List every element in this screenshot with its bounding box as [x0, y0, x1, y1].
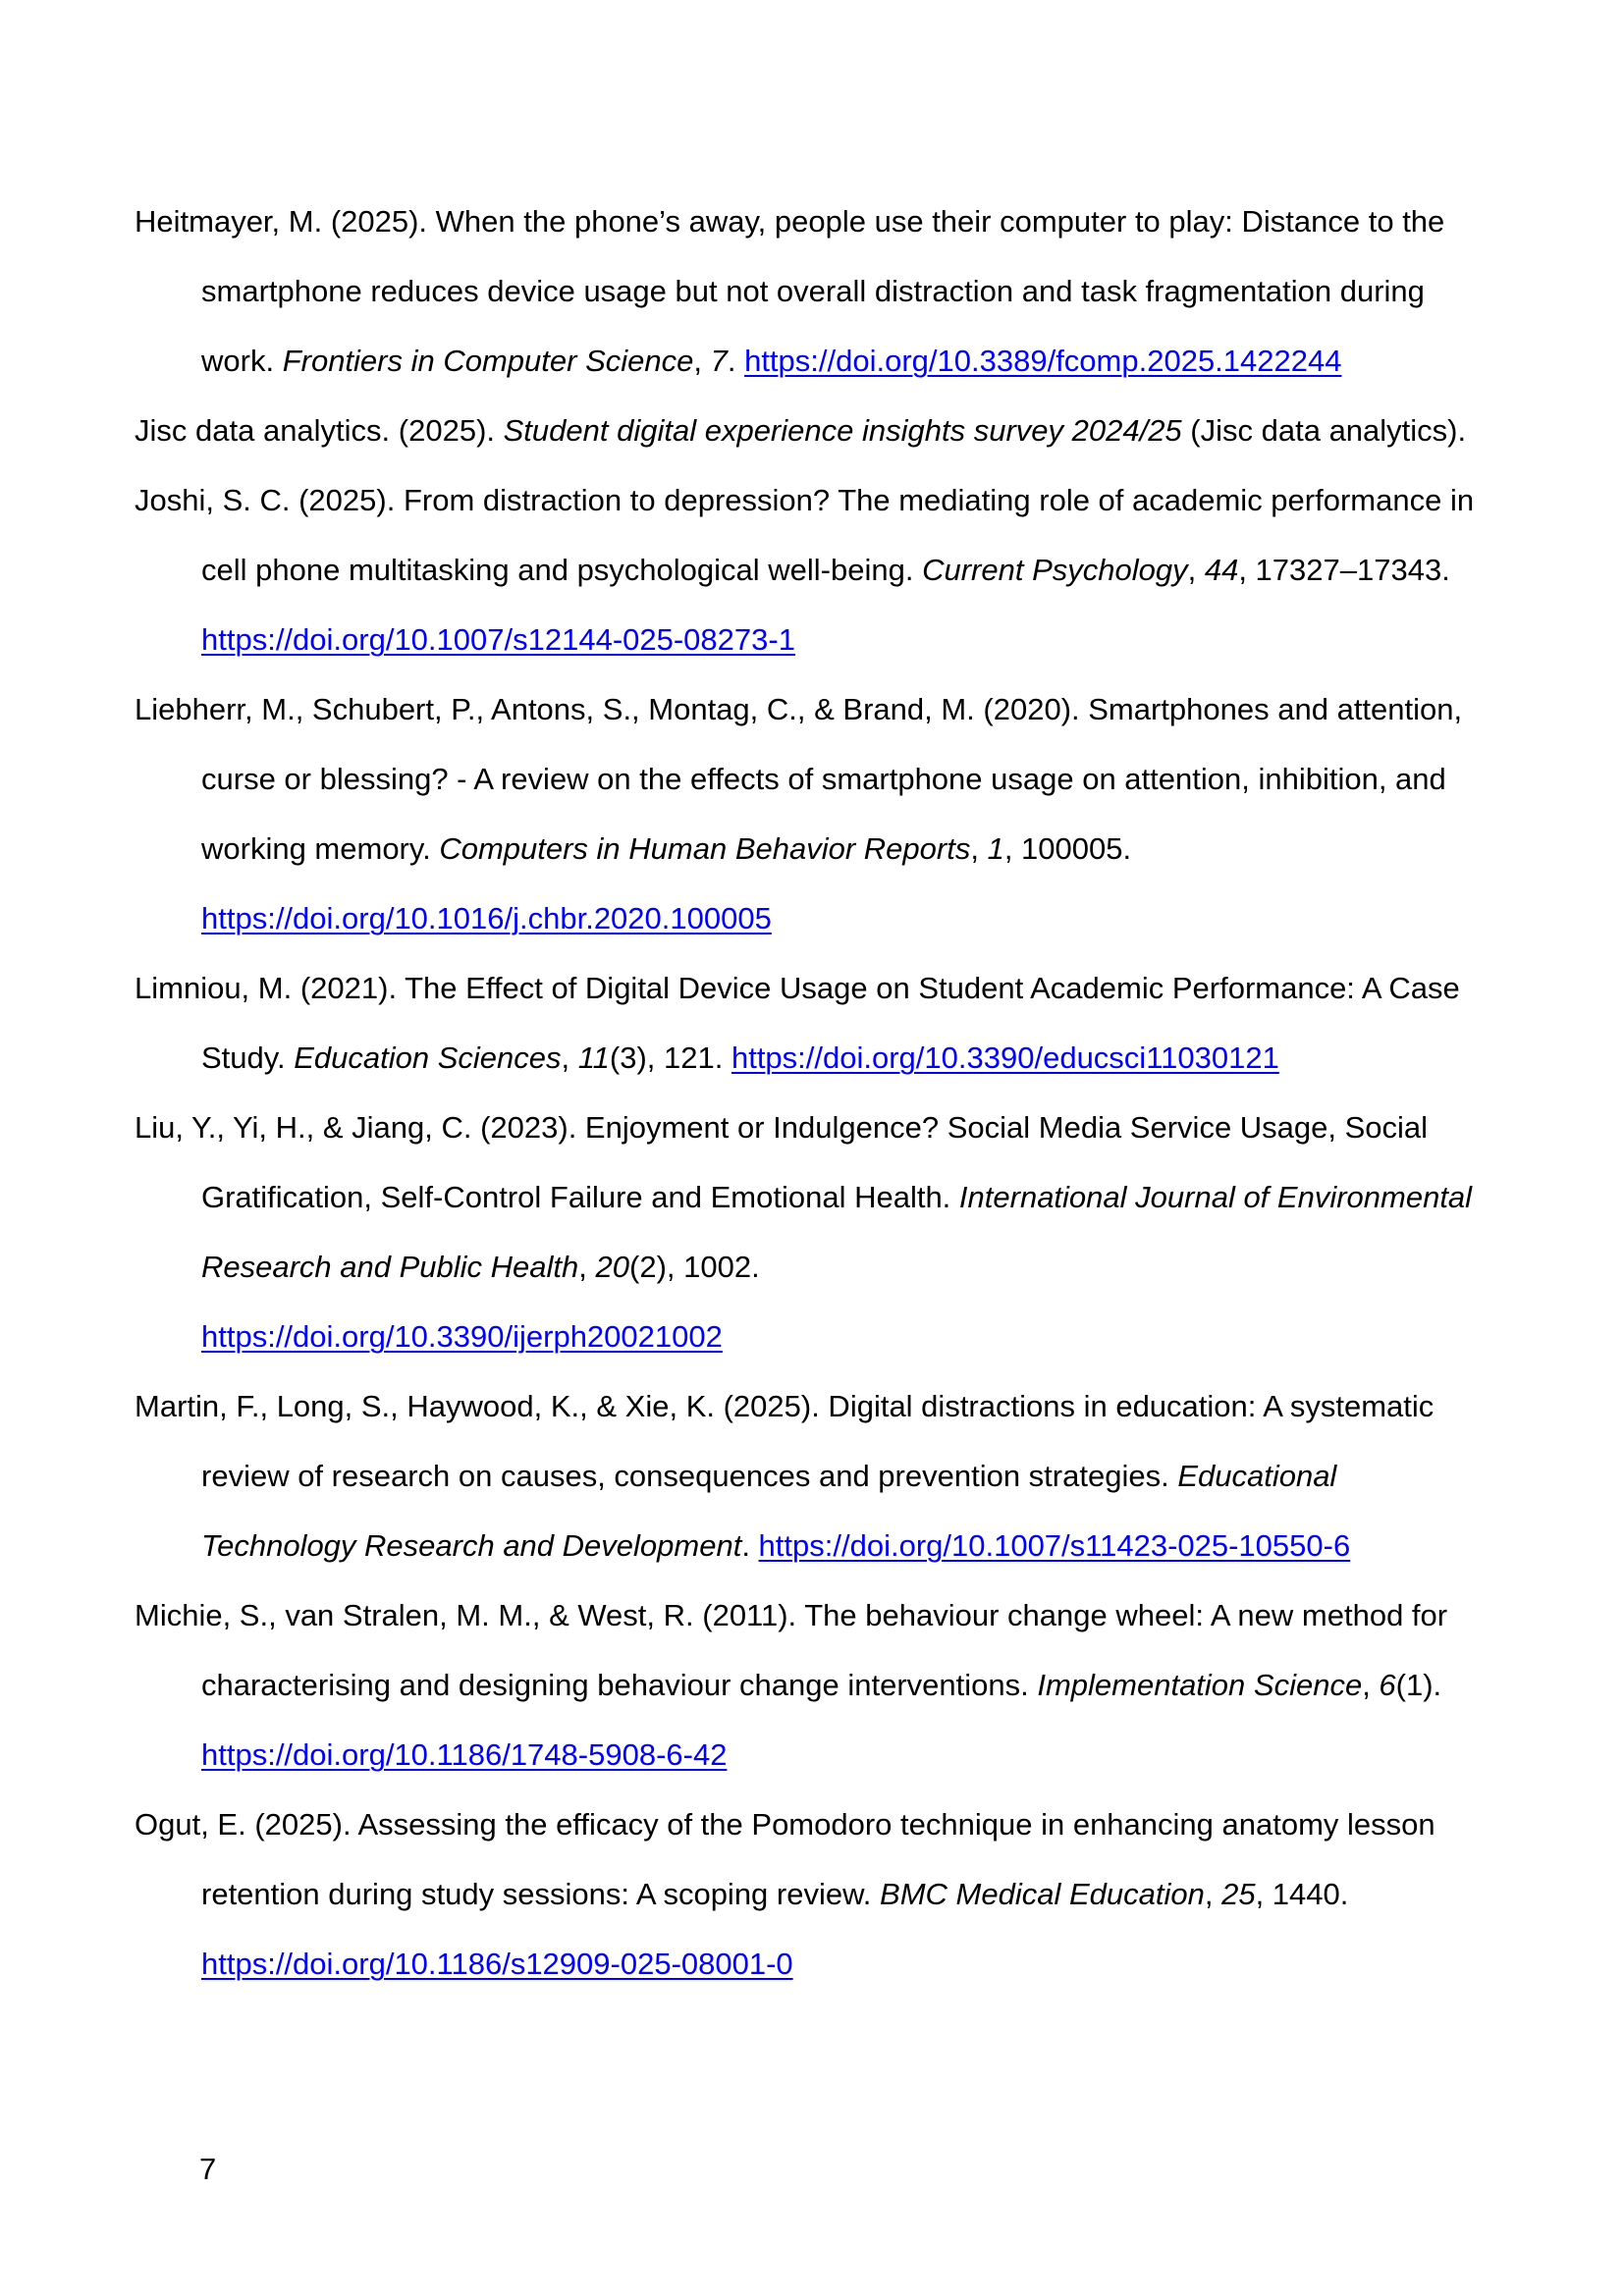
reference-entry — [135, 1371, 1489, 1580]
journal-volume: 7 — [710, 344, 728, 378]
doi-link[interactable]: https://doi.org/10.3390/educsci11030121 — [731, 1041, 1279, 1075]
journal-title: Education Sciences — [294, 1041, 562, 1075]
reference-text: . — [741, 1528, 759, 1563]
journal-title: Current Psychology — [922, 553, 1188, 587]
reference-text: , 1440. — [1255, 1877, 1349, 1911]
doi-link[interactable]: https://doi.org/10.1016/j.chbr.2020.100005 — [201, 901, 772, 935]
journal-title: Computers in Human Behavior Reports — [439, 831, 971, 866]
journal-title: Educational Technology Research and Development — [201, 1459, 1337, 1563]
reference-entry — [135, 953, 1489, 1093]
reference-text: Jisc data analytics. (2025). — [135, 413, 504, 448]
reference-text: (1). — [1395, 1668, 1442, 1702]
reference-entry — [135, 187, 1489, 396]
doi-link[interactable]: https://doi.org/10.1007/s12144-025-08273-1 — [201, 622, 795, 657]
journal-title: International Journal of Environmental Research and Public Health — [201, 1180, 1473, 1284]
reference-list — [135, 187, 1489, 1999]
reference-text: , 17327–17343. — [1238, 553, 1450, 587]
doi-link[interactable]: https://doi.org/10.1186/s12909-025-08001-0 — [201, 1947, 793, 1981]
reference-entry — [135, 674, 1489, 953]
reference-text: , 100005. — [1003, 831, 1132, 866]
doi-link[interactable]: https://doi.org/10.3390/ijerph20021002 — [201, 1319, 723, 1354]
reference-text: Martin, F., Long, S., Haywood, K., & Xie, K. (2025). Digital distractions in education: A systematic review of research on causes, consequences and prevention strategies. — [135, 1389, 1435, 1493]
reference-entry — [135, 1789, 1489, 1999]
reference-text: Liebherr, M., Schubert, P., Antons, S., Montag, C., & Brand, M. (2020). Smartphones and attention, curse or blessing? - A review on the effects of smartphone usage on attention, inhibition, and working memory. — [135, 692, 1463, 866]
reference-text: , — [1362, 1668, 1380, 1702]
reference-text: (3), 121. — [609, 1041, 731, 1075]
reference-text: (Jisc data analytics). — [1181, 413, 1467, 448]
reference-text: Joshi, S. C. (2025). From distraction to depression? The mediating role of academic performance in cell phone multitasking and psychological well-being. — [135, 483, 1475, 587]
reference-entry — [135, 1580, 1489, 1789]
reference-text: , — [561, 1041, 578, 1075]
reference-entry — [135, 1093, 1489, 1371]
journal-volume: 11 — [577, 1041, 610, 1075]
reference-text: Liu, Y., Yi, H., & Jiang, C. (2023). Enjoyment or Indulgence? Social Media Service Usage, Social Gratification, Self-Control Failure and Emotional Health. — [135, 1110, 1429, 1214]
reference-text: Heitmayer, M. (2025). When the phone’s away, people use their computer to play: Distance to the smartphone reduces device usage but not overall distraction and task fragmentation during work. — [135, 204, 1445, 378]
reference-text: , — [693, 344, 711, 378]
reference-text: Ogut, E. (2025). Assessing the efficacy of the Pomodoro technique in enhancing anatomy lesson retention during study sessions: A scoping review. — [135, 1807, 1435, 1911]
reference-entry — [135, 396, 1489, 465]
reference-entry — [135, 465, 1489, 674]
reference-text: , — [1204, 1877, 1222, 1911]
reference-text: Limniou, M. (2021). The Effect of Digital Device Usage on Student Academic Performance: A Case Study. — [135, 971, 1460, 1075]
reference-text: , — [578, 1250, 596, 1284]
journal-volume: 20 — [595, 1250, 629, 1284]
journal-volume: 44 — [1204, 553, 1239, 587]
reference-text: (2), 1002. — [629, 1250, 760, 1284]
reference-text: , — [1187, 553, 1205, 587]
doi-link[interactable]: https://doi.org/10.1007/s11423-025-10550-6 — [758, 1528, 1351, 1563]
journal-volume: 25 — [1221, 1877, 1256, 1911]
journal-title: Implementation Science — [1037, 1668, 1363, 1702]
reference-text: , — [970, 831, 988, 866]
journal-volume: 1 — [987, 831, 1004, 866]
report-title: Student digital experience insights survey 2024/25 — [503, 413, 1182, 448]
journal-title: BMC Medical Education — [880, 1877, 1205, 1911]
doi-link[interactable]: https://doi.org/10.3389/fcomp.2025.1422244 — [744, 344, 1342, 378]
journal-title: Frontiers in Computer Science — [282, 344, 694, 378]
page-number: 7 — [199, 2152, 217, 2186]
doi-link[interactable]: https://doi.org/10.1186/1748-5908-6-42 — [201, 1737, 728, 1772]
reference-text: . — [727, 344, 745, 378]
journal-volume: 6 — [1379, 1668, 1396, 1702]
reference-text: Michie, S., van Stralen, M. M., & West, R. (2011). The behaviour change wheel: A new method for characterising and designing behaviour change interventions. — [135, 1598, 1448, 1702]
